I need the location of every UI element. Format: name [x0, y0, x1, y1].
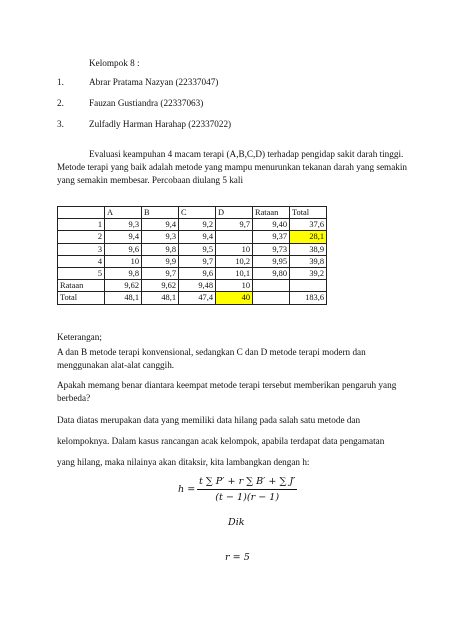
table-cell: 9,2: [179, 219, 216, 231]
table-header-cell: A: [105, 207, 142, 219]
table-header-cell: D: [216, 207, 253, 219]
member-number: 2.: [57, 98, 64, 108]
table-row-total: [58, 292, 327, 304]
table-cell: 9,6: [179, 267, 216, 279]
table-cell: 9,62: [142, 280, 179, 292]
table-cell-missing: [216, 231, 253, 243]
table-cell: 39,8: [290, 255, 327, 267]
table-cell: 9,4: [179, 231, 216, 243]
table-cell: 37,6: [290, 219, 327, 231]
table-cell: 10,1: [216, 267, 253, 279]
table-cell: 47,4: [179, 292, 216, 304]
table-header-cell: C: [179, 207, 216, 219]
table-header-row: [58, 207, 327, 219]
table-row: [58, 243, 327, 255]
table-cell-highlighted: 40: [216, 292, 253, 304]
text-line: Data diatas merupakan data yang memiliki data hilang pada salah satu metode dan: [57, 415, 361, 425]
text-line: Apakah memang benar diantara keempat metode terapi tersebut memberikan pengaruh yang: [57, 380, 397, 390]
table-cell: 9,9: [142, 255, 179, 267]
intro-line-1: Evaluasi keampuhan 4 macam terapi (A,B,C,D) terhadap pengidap sakit darah tinggi.: [89, 149, 404, 159]
table-cell: 48,1: [142, 292, 179, 304]
formula-lhs: h =: [178, 484, 196, 495]
text-line: kelompoknya. Dalam kasus rancangan acak kelompok, apabila terdapat data pengamatan: [57, 436, 385, 446]
table-cell: 9,62: [105, 280, 142, 292]
dik-label: Dik: [228, 517, 245, 528]
table-cell: 9,3: [105, 219, 142, 231]
group-title: Kelompok 8 :: [89, 58, 140, 68]
table-cell: 9,95: [253, 255, 290, 267]
text-line: berbeda?: [57, 393, 91, 403]
table-cell: 9,40: [253, 219, 290, 231]
table-cell: 3: [58, 243, 105, 255]
table-cell: 1: [58, 219, 105, 231]
intro-line-3: yang semakin membesar. Percobaan diulang 5 kali: [57, 175, 243, 185]
table-cell: 9,8: [105, 267, 142, 279]
table-cell: 9,3: [142, 231, 179, 243]
keterangan-title: Keterangan;: [57, 332, 102, 342]
formula-denominator: (t − 1)(r − 1): [215, 492, 280, 503]
member-name: Fauzan Gustiandra (22337063): [89, 98, 204, 108]
table-header-cell: B: [142, 207, 179, 219]
table-cell: 183,6: [290, 292, 327, 304]
table-row-rataan: [58, 280, 327, 292]
table-cell: 9,4: [105, 231, 142, 243]
table-cell: 48,1: [105, 292, 142, 304]
table-cell: Rataan: [58, 280, 105, 292]
table-cell-highlighted: 28,1: [290, 231, 327, 243]
table-cell: 9,8: [142, 243, 179, 255]
table-cell: 9,4: [142, 219, 179, 231]
member-name: Abrar Pratama Nazyan (22337047): [89, 77, 219, 87]
table-row: [58, 219, 327, 231]
table-row: [58, 267, 327, 279]
formula-fraction: [197, 476, 297, 503]
member-number: 1.: [57, 77, 64, 87]
table-header-cell: Rataan: [253, 207, 290, 219]
table-cell: [290, 280, 327, 292]
data-table: [57, 206, 327, 305]
table-cell: [58, 207, 105, 219]
table-row: [58, 255, 327, 267]
table-cell: [253, 292, 290, 304]
table-cell: 10: [105, 255, 142, 267]
member-name: Zulfadly Harman Harahap (22337022): [89, 119, 232, 129]
table-cell: 9,73: [253, 243, 290, 255]
table-cell: 10,2: [216, 255, 253, 267]
table-cell: Total: [58, 292, 105, 304]
intro-line-2: Metode terapi yang baik adalah metode yang mampu menurunkan tekanan darah yang semakin: [57, 162, 408, 172]
table-cell: 9,5: [179, 243, 216, 255]
formula-numerator: t ∑ P′ + r ∑ B′ + ∑ J′: [197, 476, 297, 490]
table-cell: [253, 280, 290, 292]
table-cell: 38,9: [290, 243, 327, 255]
table-cell: 9,7: [142, 267, 179, 279]
table-cell: 9,7: [179, 255, 216, 267]
table-cell: 9,80: [253, 267, 290, 279]
table-row: [58, 231, 327, 243]
table-cell: 10: [216, 243, 253, 255]
table-header-cell: Total: [290, 207, 327, 219]
table-cell: 9,7: [216, 219, 253, 231]
table-cell: 4: [58, 255, 105, 267]
table-cell: 9,48: [179, 280, 216, 292]
table-cell: 9,37: [253, 231, 290, 243]
table-cell: 39,2: [290, 267, 327, 279]
text-line: yang hilang, maka nilainya akan ditaksir, kita lambangkan dengan h:: [57, 457, 310, 467]
table-cell: 9,6: [105, 243, 142, 255]
table-cell: 10: [216, 280, 253, 292]
table-cell: 2: [58, 231, 105, 243]
text-line: A dan B metode terapi konvensional, sedangkan C dan D metode terapi modern dan: [57, 347, 366, 357]
text-line: menggunakan alat-alat canggih.: [57, 360, 175, 370]
member-number: 3.: [57, 119, 64, 129]
r-value: r = 5: [225, 552, 250, 563]
table-cell: 5: [58, 267, 105, 279]
